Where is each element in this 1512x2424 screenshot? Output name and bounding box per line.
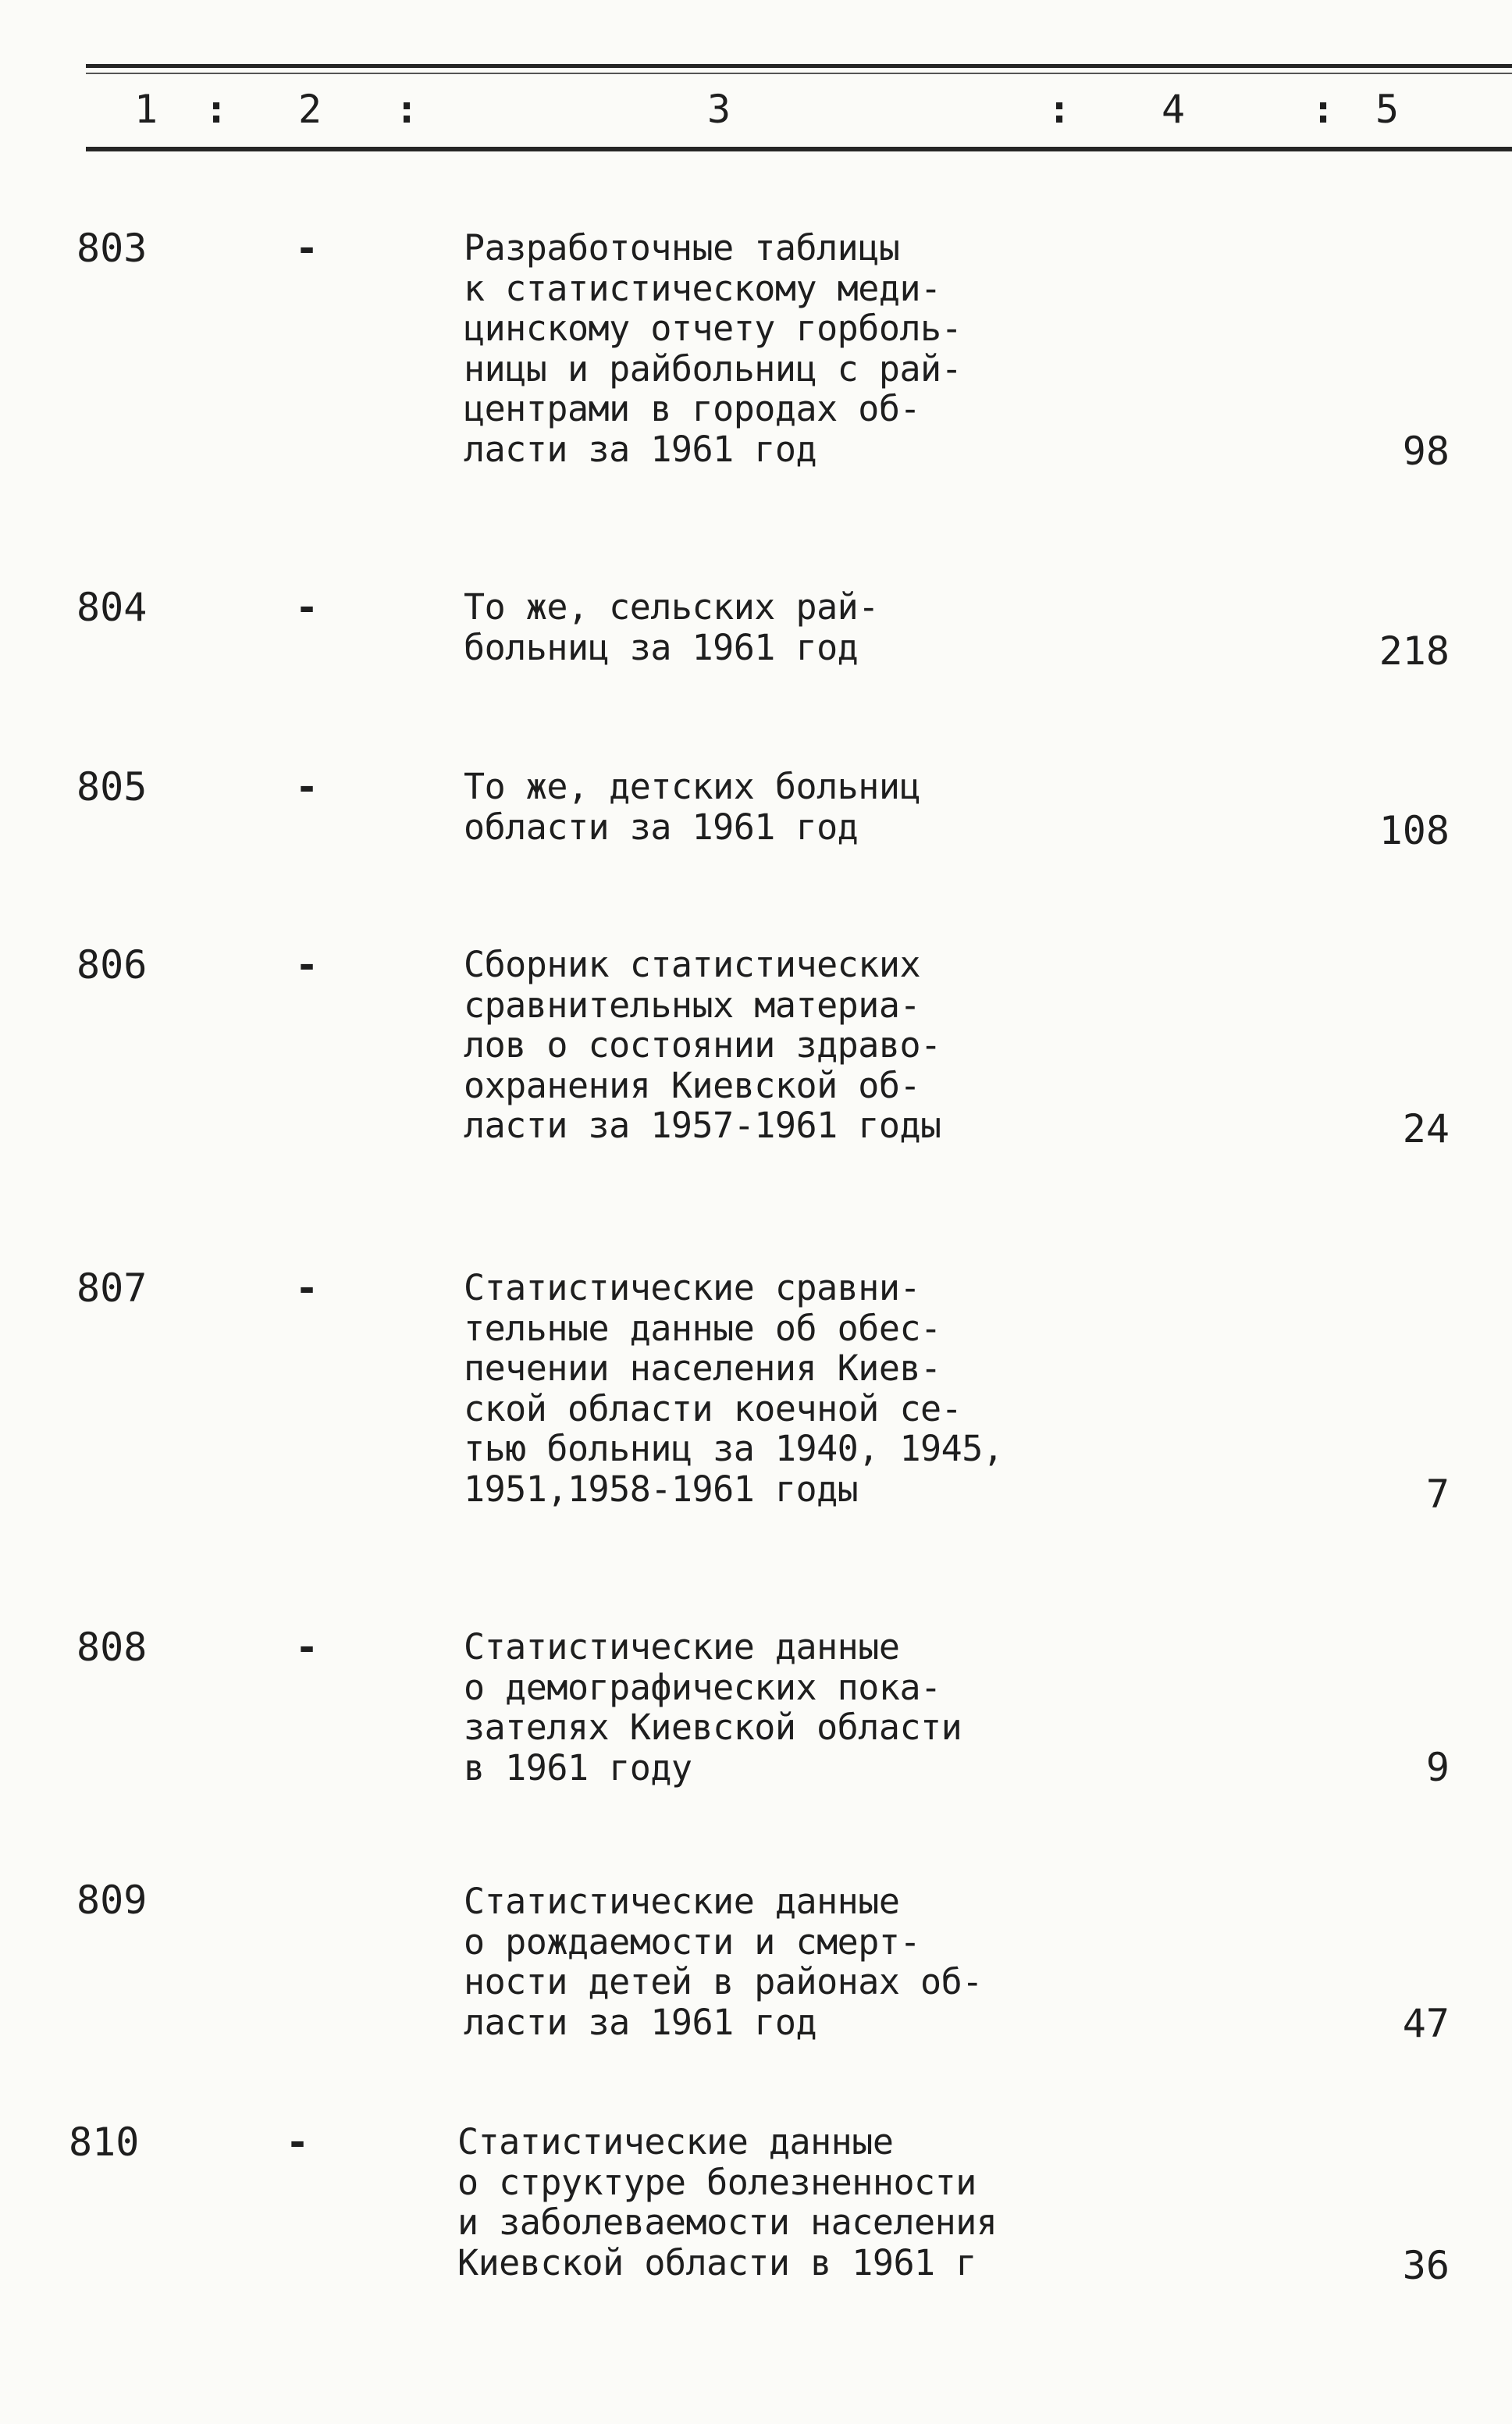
row-dash: - (295, 942, 319, 988)
row-sheet-count: 7 (1425, 1472, 1450, 1517)
header-col-1: 1 (134, 87, 158, 132)
header-separator: : (395, 87, 419, 132)
row-dash: - (295, 226, 319, 271)
row-description: Сборник статистических сравнительных материа- лов о состоянии здраво- охранения Киевской об- ласти за 1957-1961 годы (464, 944, 941, 1146)
header-separator: : (1048, 87, 1072, 132)
row-dash: - (286, 2120, 310, 2165)
row-number: 805 (76, 764, 148, 810)
row-number: 807 (76, 1265, 148, 1311)
header-col-4: 4 (1162, 87, 1186, 132)
header-bottom-rule (86, 147, 1512, 151)
row-sheet-count: 98 (1402, 429, 1450, 474)
row-description: Статистические сравни- тельные данные об обес- печении населения Киев- ской области коечной се- тью больниц за 1940, 1945, 1951,1958-1961 годы (464, 1267, 1004, 1510)
row-number: 803 (76, 226, 148, 271)
row-sheet-count: 9 (1425, 1745, 1450, 1790)
header-top-rule (86, 64, 1512, 68)
row-description: То же, сельских рай- больниц за 1961 год (464, 586, 879, 668)
row-description: Статистические данные о структуре болезненности и заболеваемости населения Киевской области в 1961 г (457, 2121, 998, 2283)
header-separator: : (205, 87, 229, 132)
row-number: 808 (76, 1625, 148, 1670)
row-sheet-count: 36 (1402, 2243, 1450, 2288)
row-description: Статистические данные о демографических пока- зателях Киевской области в 1961 году (464, 1626, 962, 1789)
row-dash: - (295, 764, 319, 810)
header-col-2: 2 (298, 87, 322, 132)
row-description: Статистические данные о рождаемости и смерт- ности детей в районах об- ласти за 1961 год (464, 1881, 983, 2043)
row-dash: - (295, 585, 319, 630)
row-description: Разработочные таблицы к статистическому меди- цинскому отчету горболь- ницы и райбольниц с рай- центрами в городах об- ласти за 1961 год (464, 227, 962, 470)
row-number: 804 (76, 585, 148, 630)
row-sheet-count: 24 (1402, 1106, 1450, 1151)
row-sheet-count: 108 (1379, 808, 1450, 853)
row-description: То же, детских больниц области за 1961 год (464, 766, 921, 848)
row-sheet-count: 218 (1379, 628, 1450, 674)
header-col-3: 3 (707, 87, 731, 132)
row-sheet-count: 47 (1402, 2001, 1450, 2046)
header-col-5: 5 (1375, 87, 1400, 132)
row-number: 809 (76, 1878, 148, 1923)
row-number: 810 (69, 2120, 140, 2165)
row-dash: - (295, 1625, 319, 1670)
row-dash: - (295, 1265, 319, 1311)
row-number: 806 (76, 942, 148, 988)
header-top-rule-thin (86, 73, 1512, 74)
header-separator: : (1311, 87, 1336, 132)
